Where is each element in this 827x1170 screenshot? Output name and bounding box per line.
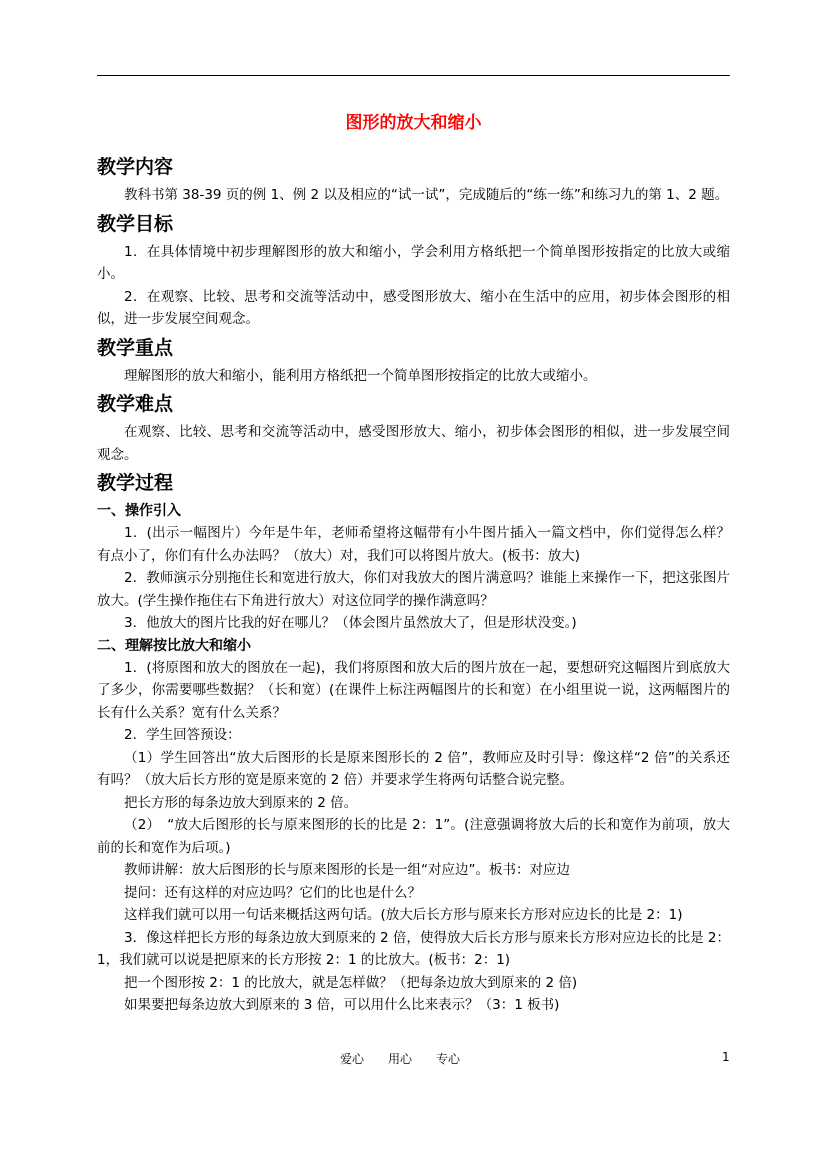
process-2-paragraph-4: 把长方形的每条边放大到原来的 2 倍。 <box>124 794 358 811</box>
process-2-paragraph-9: 3．像这样把长方形的每条边放大到原来的 2 倍，使得放大后长方形与原来长方形对应边长的比是 2：1，我们就可以说是把原来的长方形按 2：1 的比放大。(板书：2：1) <box>97 929 730 968</box>
process-2-paragraph-2: 2．学生回答预设： <box>124 727 241 743</box>
process-1-paragraph-2: 2．教师演示分别拖住长和宽进行放大，你们对我放大的图片满意吗？谁能上来操作一下，把这张图片放大。(学生操作拖住右下角进行放大）对这位同学的操作满意吗？ <box>97 570 730 609</box>
page-number: 1 <box>722 1050 730 1064</box>
section-heading-goals: 教学目标 <box>97 212 174 235</box>
process-subheading-1: 一、操作引入 <box>97 503 181 519</box>
document-body <box>97 150 730 1017</box>
process-2-paragraph-10: 把一个图形按 2：1 的比放大，就是怎样做？（把每条边放大到原来的 2 倍) <box>124 974 578 991</box>
process-1-paragraph-1: 1．(出示一幅图片）今年是牛年，老师希望将这幅带有小牛图片插入一篇文档中，你们觉得怎么样？有点小了，你们有什么办法吗？（放大）对，我们可以将图片放大。(板书：放大) <box>97 525 730 564</box>
header-rule <box>97 75 730 76</box>
goal-paragraph-2: 2．在观察、比较、思考和交流等活动中，感受图形放大、缩小在生活中的应用，初步体会图形的相似，进一步发展空间观念。 <box>97 288 730 327</box>
process-2-paragraph-1: 1．(将原图和放大的图放在一起)，我们将原图和放大后的图片放在一起，要想研究这幅图片到底放大了多少，你需要哪些数据？（长和宽）(在课件上标注两幅图片的长和宽）在小组里说一说，这两幅图片的长有什么关系？宽有什么关系？ <box>97 659 730 721</box>
section-heading-difficulties: 教学难点 <box>97 393 174 415</box>
goal-paragraph-1: 1．在具体情境中初步理解图形的放大和缩小，学会利用方格纸把一个简单图形按指定的比放大或缩小。 <box>97 243 730 282</box>
footer-motto: 爱心 用心 专心 <box>340 1052 461 1066</box>
process-2-paragraph-3: （1）学生回答出“放大后图形的长是原来图形长的 2 倍”，教师应及时引导：像这样“2 倍”的关系还有吗？（放大后长方形的宽是原来宽的 2 倍）并要求学生将两句话整合说完整。 <box>97 749 730 788</box>
content-paragraph: 教科书第 38-39 页的例 1、例 2 以及相应的“试一试”，完成随后的“练一练”和练习九的第 1、2 题。 <box>124 187 729 203</box>
section-heading-content: 教学内容 <box>97 156 174 178</box>
document-title: 图形的放大和缩小 <box>345 113 482 133</box>
process-subheading-2: 二、理解按比放大和缩小 <box>97 637 251 654</box>
section-heading-key-points: 教学重点 <box>97 336 174 359</box>
process-2-paragraph-7: 提问：还有这样的对应边吗？它们的比也是什么？ <box>124 884 421 901</box>
process-2-paragraph-8: 这样我们就可以用一句话来概括这两句话。(放大后长方形与原来长方形对应边长的比是 2：1) <box>124 907 683 923</box>
section-heading-process: 教学过程 <box>97 472 174 494</box>
process-2-paragraph-11: 如果要把每条边放大到原来的 3 倍，可以用什么比来表示？（3：1 板书) <box>124 997 560 1013</box>
process-2-paragraph-5: （2） “放大后图形的长与原来图形的长的比是 2：1”。(注意强调将放大后的长和宽作为前项，放大前的长和宽作为后项。) <box>97 817 730 856</box>
process-1-paragraph-3: 3．他放大的图片比我的好在哪儿？（体会图片虽然放大了，但是形状没变。) <box>124 615 577 631</box>
key-point-paragraph: 理解图形的放大和缩小，能利用方格纸把一个简单图形按指定的比放大或缩小。 <box>124 367 597 384</box>
difficulty-paragraph: 在观察、比较、思考和交流等活动中，感受图形放大、缩小，初步体会图形的相似，进一步发展空间观念。 <box>97 424 730 463</box>
process-2-paragraph-6: 教师讲解：放大后图形的长与原来图形的长是一组“对应边”。板书：对应边 <box>124 862 570 878</box>
